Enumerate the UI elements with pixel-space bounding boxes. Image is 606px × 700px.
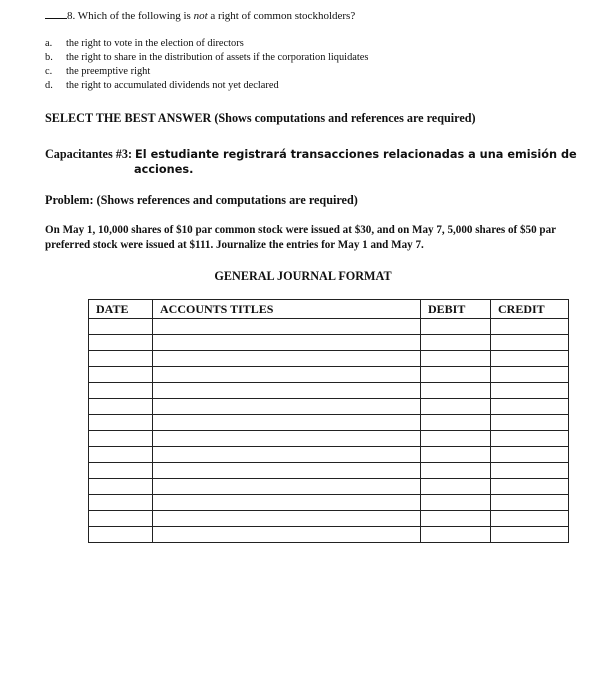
debit-cell[interactable] [421, 495, 491, 511]
answer-options [45, 37, 368, 93]
account-title-cell[interactable] [153, 431, 421, 447]
credit-cell[interactable] [491, 527, 569, 543]
option-a [45, 37, 368, 51]
credit-cell[interactable] [491, 319, 569, 335]
account-title-cell[interactable] [153, 335, 421, 351]
credit-cell[interactable] [491, 399, 569, 415]
journal-row [89, 383, 569, 399]
option-letter: b. [45, 52, 53, 64]
date-cell[interactable] [89, 335, 153, 351]
journal-row [89, 431, 569, 447]
journal-row [89, 319, 569, 335]
date-cell[interactable] [89, 495, 153, 511]
account-title-cell[interactable] [153, 463, 421, 479]
journal-row [89, 463, 569, 479]
capacitantes-line-2: acciones. [134, 163, 194, 176]
journal-row [89, 495, 569, 511]
date-cell[interactable] [89, 447, 153, 463]
account-title-cell[interactable] [153, 351, 421, 367]
date-cell[interactable] [89, 415, 153, 431]
debit-cell[interactable] [421, 527, 491, 543]
journal-header-row [89, 300, 569, 319]
date-cell[interactable] [89, 527, 153, 543]
column-header-credit: CREDIT [491, 300, 569, 319]
date-cell[interactable] [89, 399, 153, 415]
journal-row [89, 415, 569, 431]
credit-cell[interactable] [491, 479, 569, 495]
date-cell[interactable] [89, 511, 153, 527]
problem-body: On May 1, 10,000 shares of $10 par common stock were issued at $30, and on May 7, 5,000 shares of $50 par preferred stock were issued at $111. Journalize the entries for May 1 and May 7. [45, 224, 556, 251]
credit-cell[interactable] [491, 431, 569, 447]
option-text: the preemptive right [66, 66, 151, 78]
problem-heading: Problem: (Shows references and computations are required) [45, 193, 358, 207]
credit-cell[interactable] [491, 367, 569, 383]
date-cell[interactable] [89, 431, 153, 447]
option-text: the right to vote in the election of directors [66, 38, 244, 49]
account-title-cell[interactable] [153, 399, 421, 415]
journal-row [89, 399, 569, 415]
debit-cell[interactable] [421, 367, 491, 383]
select-instruction: SELECT THE BEST ANSWER (Shows computations and references are required) [45, 111, 476, 125]
question-emphasis: not [193, 10, 208, 22]
journal-row [89, 367, 569, 383]
column-header-date: DATE [89, 300, 153, 319]
question-8 [45, 9, 355, 22]
account-title-cell[interactable] [153, 479, 421, 495]
journal-row [89, 335, 569, 351]
credit-cell[interactable] [491, 383, 569, 399]
date-cell[interactable] [89, 463, 153, 479]
credit-cell[interactable] [491, 351, 569, 367]
debit-cell[interactable] [421, 335, 491, 351]
date-cell[interactable] [89, 319, 153, 335]
account-title-cell[interactable] [153, 527, 421, 543]
credit-cell[interactable] [491, 463, 569, 479]
account-title-cell[interactable] [153, 383, 421, 399]
debit-cell[interactable] [421, 511, 491, 527]
answer-blank[interactable] [45, 9, 67, 19]
account-title-cell[interactable] [153, 367, 421, 383]
journal-row [89, 527, 569, 543]
option-letter: a. [45, 38, 53, 49]
option-c [45, 65, 368, 79]
date-cell[interactable] [89, 479, 153, 495]
option-b [45, 51, 368, 65]
debit-cell[interactable] [421, 383, 491, 399]
account-title-cell[interactable] [153, 415, 421, 431]
option-letter: c. [45, 66, 53, 78]
journal-row [89, 479, 569, 495]
date-cell[interactable] [89, 383, 153, 399]
debit-cell[interactable] [421, 431, 491, 447]
journal-row [89, 511, 569, 527]
option-text: the right to accumulated dividends not yet declared [66, 80, 279, 92]
journal-body [89, 319, 569, 543]
debit-cell[interactable] [421, 415, 491, 431]
account-title-cell[interactable] [153, 511, 421, 527]
journal-row [89, 447, 569, 463]
capacitantes-label: Capacitantes #3: [45, 147, 132, 161]
credit-cell[interactable] [491, 335, 569, 351]
option-letter: d. [45, 80, 53, 92]
credit-cell[interactable] [491, 447, 569, 463]
journal-row [89, 351, 569, 367]
general-journal-table [88, 299, 569, 543]
account-title-cell[interactable] [153, 447, 421, 463]
question-text-start: 8. Which of the following is [67, 10, 194, 22]
credit-cell[interactable] [491, 511, 569, 527]
account-title-cell[interactable] [153, 319, 421, 335]
account-title-cell[interactable] [153, 495, 421, 511]
debit-cell[interactable] [421, 479, 491, 495]
question-text-end: a right of common stockholders? [207, 10, 356, 22]
debit-cell[interactable] [421, 463, 491, 479]
debit-cell[interactable] [421, 351, 491, 367]
journal-title: GENERAL JOURNAL FORMAT [214, 269, 392, 283]
credit-cell[interactable] [491, 495, 569, 511]
debit-cell[interactable] [421, 447, 491, 463]
date-cell[interactable] [89, 351, 153, 367]
option-d [45, 79, 368, 93]
debit-cell[interactable] [421, 319, 491, 335]
capacitantes-text: El estudiante registrará transacciones relacionadas a una emisión de [135, 148, 577, 161]
debit-cell[interactable] [421, 399, 491, 415]
column-header-debit: DEBIT [421, 300, 491, 319]
credit-cell[interactable] [491, 415, 569, 431]
date-cell[interactable] [89, 367, 153, 383]
capacitantes-line [45, 147, 577, 162]
column-header-accounts-titles: ACCOUNTS TITLES [153, 300, 421, 319]
option-text: the right to share in the distribution of assets if the corporation liquidates [66, 52, 369, 64]
